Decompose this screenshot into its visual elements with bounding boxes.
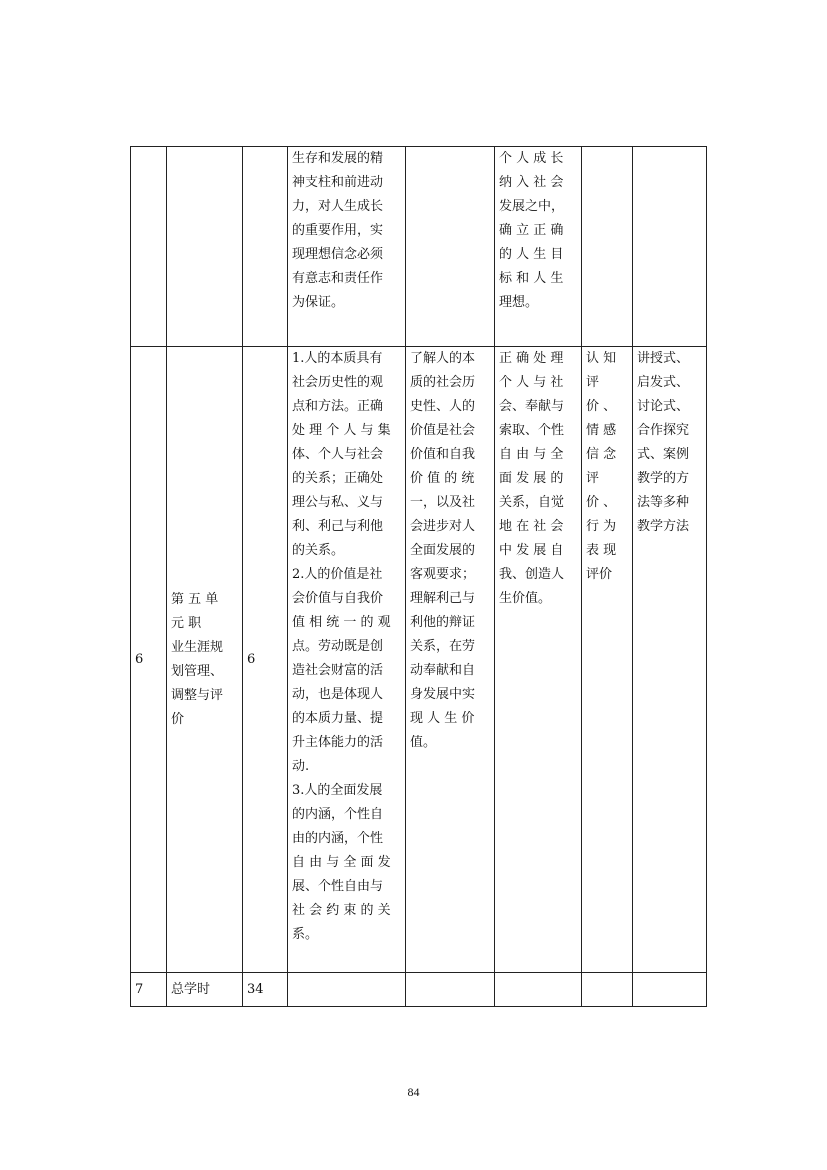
content-cell: 1.人的本质具有 社会历史性的观 点和方法。正确 处 理 个 人 与 集 体、个人与社会 的关系；正确处 理公与私、义与 利、利己与利他 的关系。 2.人的价值是社 会价值与自我价 值 相 统 一 的 观 点。劳动既是创 造社会财富的活 动，也是体现人 的本质力量、提 升主体能力的活 动. 3.人的全面发展 的内涵，个性自 由的内涵，个性 自 由 与 全 面 发 展、个性自由与 社 会 约 束 的 关 系。 — [288, 347, 406, 973]
table-row-6 — [131, 347, 707, 973]
curriculum-table — [130, 146, 707, 1007]
content-cell — [288, 973, 406, 1007]
index-cell: 6 — [131, 347, 167, 973]
knowledge-cell — [406, 973, 495, 1007]
evaluation-cell: 认 知 评 价 、 情 感 信 念 评 价 、 行 为 表 现 评价 — [582, 347, 633, 973]
unit-cell: 总学时 — [167, 973, 243, 1007]
methods-cell — [633, 973, 707, 1007]
hours-cell: 6 — [243, 347, 288, 973]
index-cell: 7 — [131, 973, 167, 1007]
hours-cell — [243, 147, 288, 347]
unit-cell: 第 五 单 元 职 业生涯规 划管理、 调整与评 价 — [167, 347, 243, 973]
practice-cell: 正 确 处 理 个 人 与 社 会、奉献与 索取、个性 自 由 与 全 面 发 展 的 关系，自觉 地 在 社 会 中 发 展 自 我、创造人 生价值。 — [495, 347, 582, 973]
table-row-7 — [131, 973, 707, 1007]
methods-cell: 讲授式、 启发式、 讨论式、 合作探究 式、案例 教学的方 法等多种 教学方法 — [633, 347, 707, 973]
practice-cell: 个 人 成 长 纳 入 社 会 发展之中， 确 立 正 确 的 人 生 目 标 和 人 生 理想。 — [495, 147, 582, 347]
hours-cell: 34 — [243, 973, 288, 1007]
index-cell — [131, 147, 167, 347]
practice-cell — [495, 973, 582, 1007]
table-row-continuation — [131, 147, 707, 347]
unit-cell — [167, 147, 243, 347]
page-number: 84 — [407, 1085, 420, 1099]
knowledge-cell: 了解人的本 质的社会历 史性、人的 价值是社会 价值和自我 价 值 的 统 一，以及社 会进步对人 全面发展的 客观要求； 理解利己与 利他的辩证 关系，在劳 动奉献和自 身发展中实 现 人 生 价 值。 — [406, 347, 495, 973]
methods-cell — [633, 147, 707, 347]
content-cell: 生存和发展的精 神支柱和前进动 力，对人生成长 的重要作用，实 现理想信念必须 有意志和责任作 为保证。 — [288, 147, 406, 347]
evaluation-cell — [582, 147, 633, 347]
evaluation-cell — [582, 973, 633, 1007]
knowledge-cell — [406, 147, 495, 347]
